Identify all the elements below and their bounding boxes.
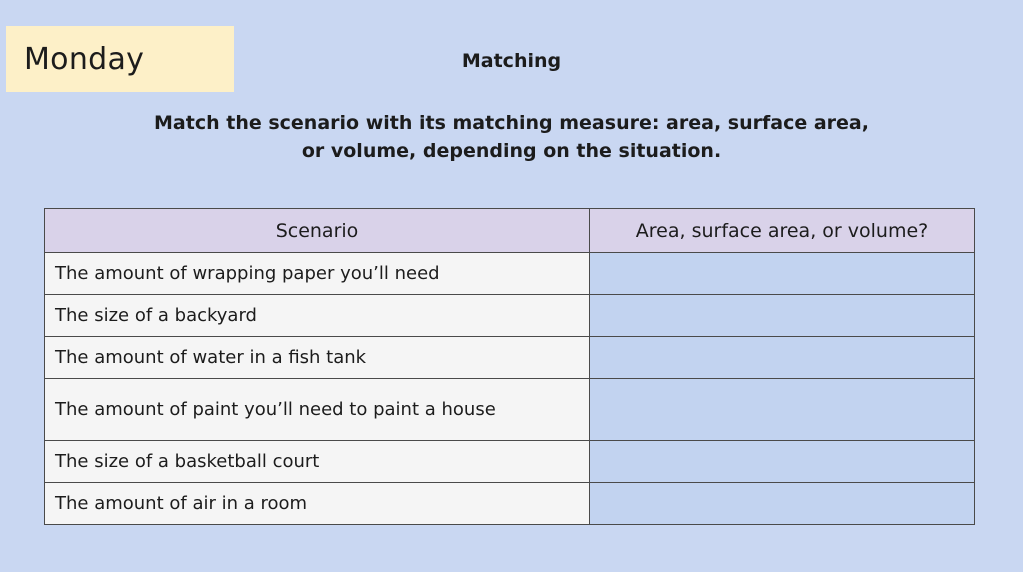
scenario-cell: The amount of paint you’ll need to paint a house (45, 379, 590, 441)
day-label: Monday (24, 41, 145, 77)
table-row (45, 253, 975, 295)
instructions (60, 110, 963, 165)
table-row (45, 379, 975, 441)
scenario-cell: The amount of wrapping paper you’ll need (45, 253, 590, 295)
answer-cell[interactable] (590, 253, 975, 295)
table-row (45, 483, 975, 525)
scenario-cell: The size of a basketball court (45, 441, 590, 483)
instructions-line-2: or volume, depending on the situation. (301, 139, 722, 162)
answer-cell[interactable] (590, 441, 975, 483)
answer-cell[interactable] (590, 379, 975, 441)
table-row (45, 441, 975, 483)
answer-cell[interactable] (590, 337, 975, 379)
column-header-answer: Area, surface area, or volume? (590, 209, 975, 253)
scenario-cell: The size of a backyard (45, 295, 590, 337)
table-row (45, 337, 975, 379)
answer-cell[interactable] (590, 483, 975, 525)
page-title: Matching (461, 50, 562, 72)
table-row (45, 295, 975, 337)
table-header-row (45, 209, 975, 253)
matching-table (44, 208, 975, 525)
scenario-cell: The amount of air in a room (45, 483, 590, 525)
instructions-line-1: Match the scenario with its matching measure: area, surface area, (154, 112, 869, 134)
column-header-scenario: Scenario (45, 209, 590, 253)
matching-table-container (44, 208, 974, 525)
answer-cell[interactable] (590, 295, 975, 337)
scenario-cell: The amount of water in a fish tank (45, 337, 590, 379)
